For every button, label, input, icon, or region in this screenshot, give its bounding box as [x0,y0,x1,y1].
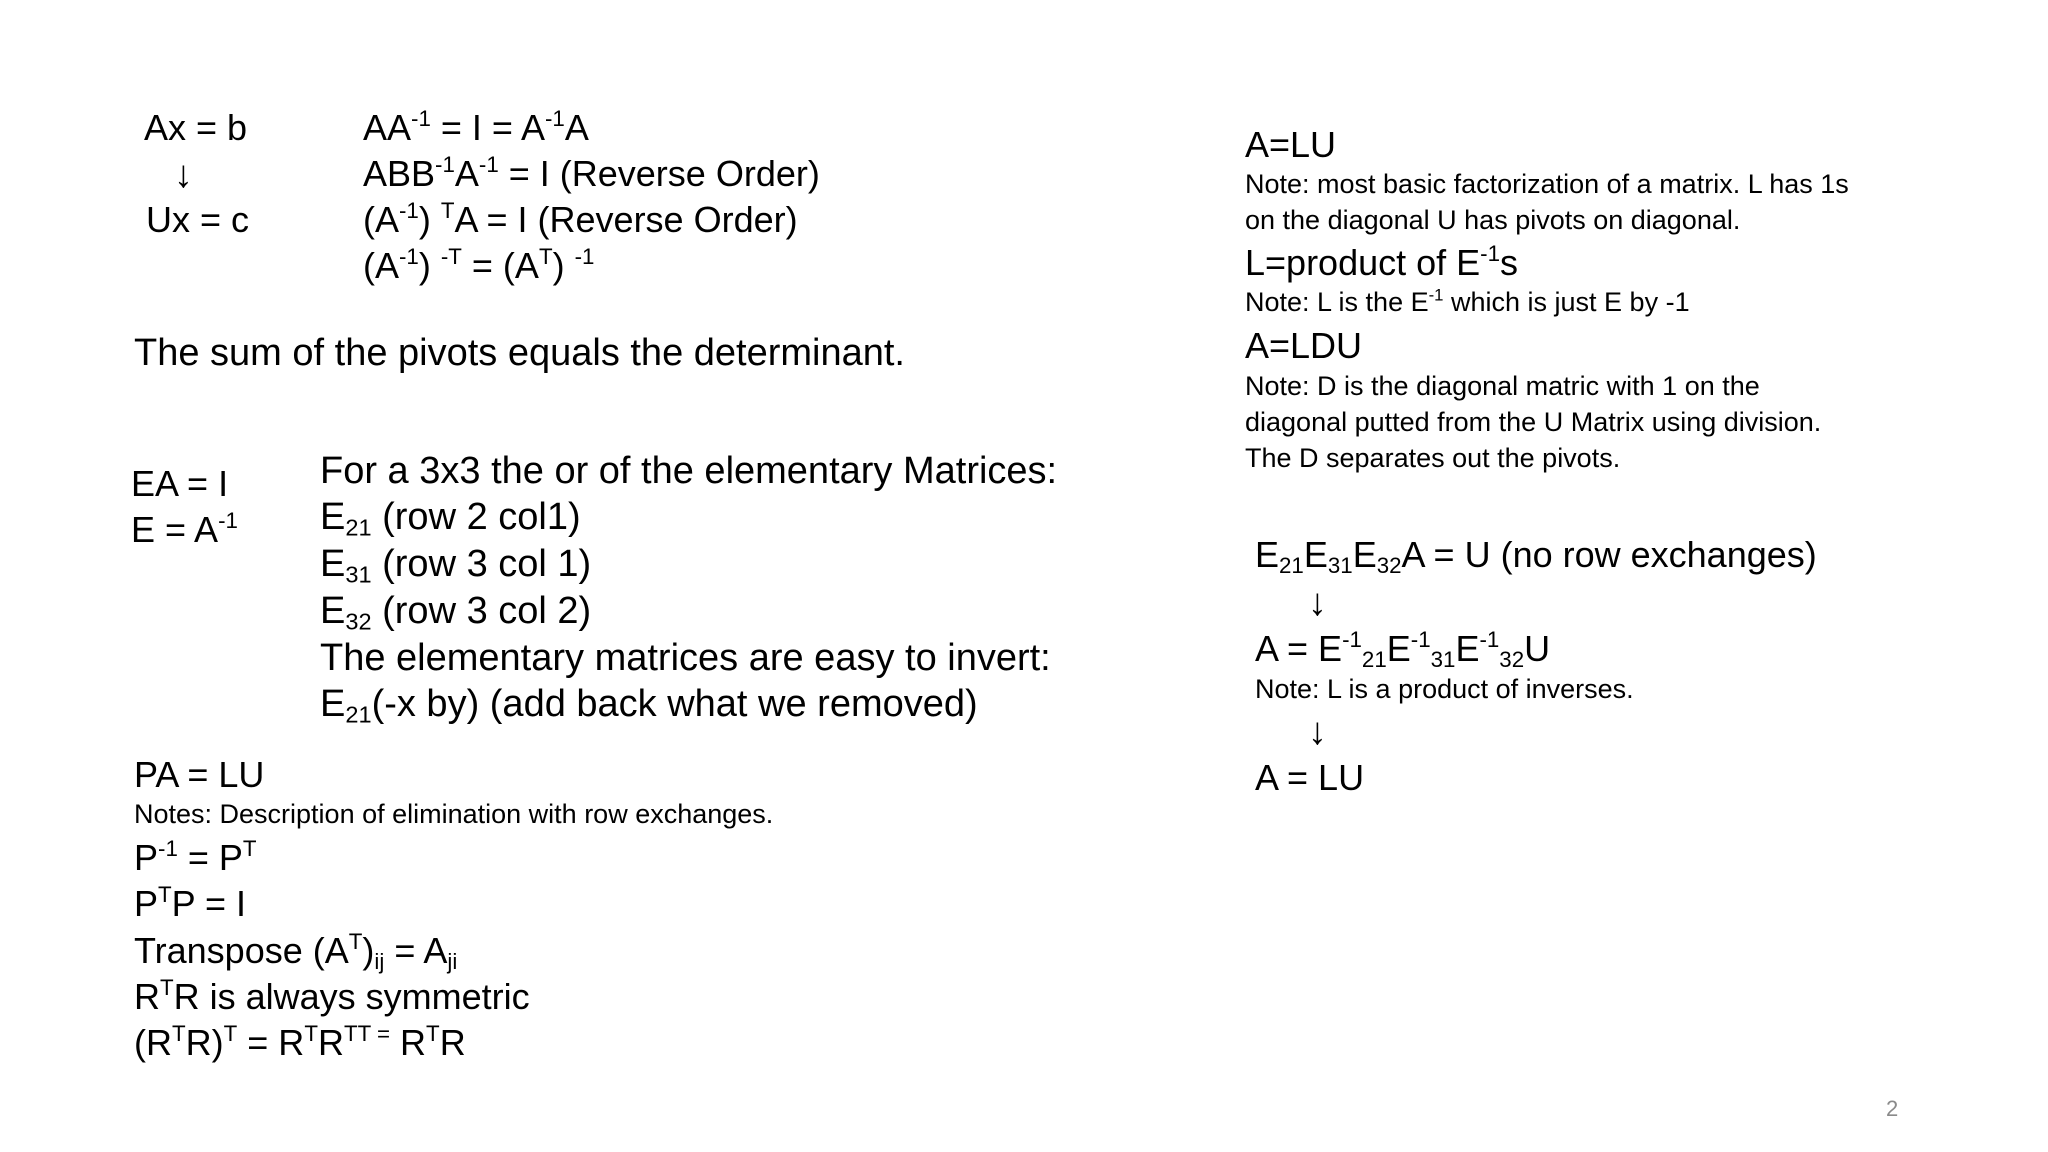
eq-inverse-identity: $AA^{-1} = I = A^{-1}A$ [363,106,589,148]
e32-row3-col2: $E_{32}$ (row 3 col 2) [320,590,592,635]
l-product-note: Note: L is the $E^{-1}$ which is just E by -1 [1245,285,1690,317]
eq-ptp-i: $P^TP = I$ [134,882,247,924]
down-arrow-icon: ↓ [174,154,193,196]
e31-row3-col1: $E_{31}$ (row 3 col 1) [320,543,592,588]
chain-a-lu: A = LU [1255,757,1365,798]
a-lu-title: A=LU [1245,124,1337,165]
chain-note: Note: L is a product of inverses. [1255,674,1634,704]
eq-p-inverse: $P^{-1} = P^T$ [134,836,257,878]
eq-ea-i: EA = I [131,463,229,504]
eq-reverse-order-1: $ABB^{-1}A^{-1} = I$ (Reverse Order) [363,152,820,194]
elementary-easy-invert: The elementary matrices are easy to invert: [320,637,1051,679]
eq-e-a-inverse: $E = A^{-1}$ [131,508,238,550]
pa-lu-note: Notes: Description of elimination with row exchanges. [134,799,774,829]
eq-rtr-symmetric: $R^TR$ is always symmetric [134,975,530,1017]
down-arrow-icon: ↓ [1308,582,1327,624]
l-product-title: L=product of $E^{-1}s$ [1245,241,1519,283]
a-ldu-note-line2: diagonal putted from the U Matrix using division. [1245,407,1822,437]
e21-row2-col1: $E_{21}$ (row 2 col1) [320,496,581,541]
a-lu-note-line2: on the diagonal U has pivots on diagonal. [1245,205,1741,235]
eq-pa-lu: PA = LU [134,754,265,795]
page-number: 2 [1886,1096,1899,1121]
a-ldu-note-line3: The D separates out the pivots. [1245,443,1621,473]
chain-a-inverse-product: $A = E^{-1}_{21}E^{-1}_{31}E^{-1}_{32}U$ [1255,627,1551,673]
pivots-sentence: The sum of the pivots equals the determinant. [134,332,905,374]
a-lu-note-line1: Note: most basic factorization of a matrix. L has 1s [1245,169,1849,199]
eq-reverse-order-2: $(A^{-1}) ^TA = I$ (Reverse Order) [363,198,798,240]
chain-e-product: $E_{21}E_{31}E_{32}A = U$ (no row exchanges) [1255,534,1817,579]
eq-transpose-def: Transpose $(A^T)_{ij} = A_{ji}$ [134,929,458,975]
a-ldu-title: A=LDU [1245,325,1363,366]
eq-ax-b: Ax = b [144,107,248,148]
eq-inverse-transpose: $(A^{-1}) ^{-T} = (A^T)$ $^{-1}$ [363,244,595,286]
eq-ux-c: Ux = c [146,199,250,240]
a-ldu-note-line1: Note: D is the diagonal matric with 1 on the [1245,371,1760,401]
e21-inverse-note: $E_{21}(-x$ by) (add back what we removed) [320,683,978,728]
down-arrow-icon: ↓ [1308,711,1327,753]
eq-rtr-transpose: $(R^TR)^T = R^TR^{TT =}$ $R^TR$ [134,1021,466,1063]
elementary-intro: For a 3x3 the or of the elementary Matrices: [320,450,1058,492]
